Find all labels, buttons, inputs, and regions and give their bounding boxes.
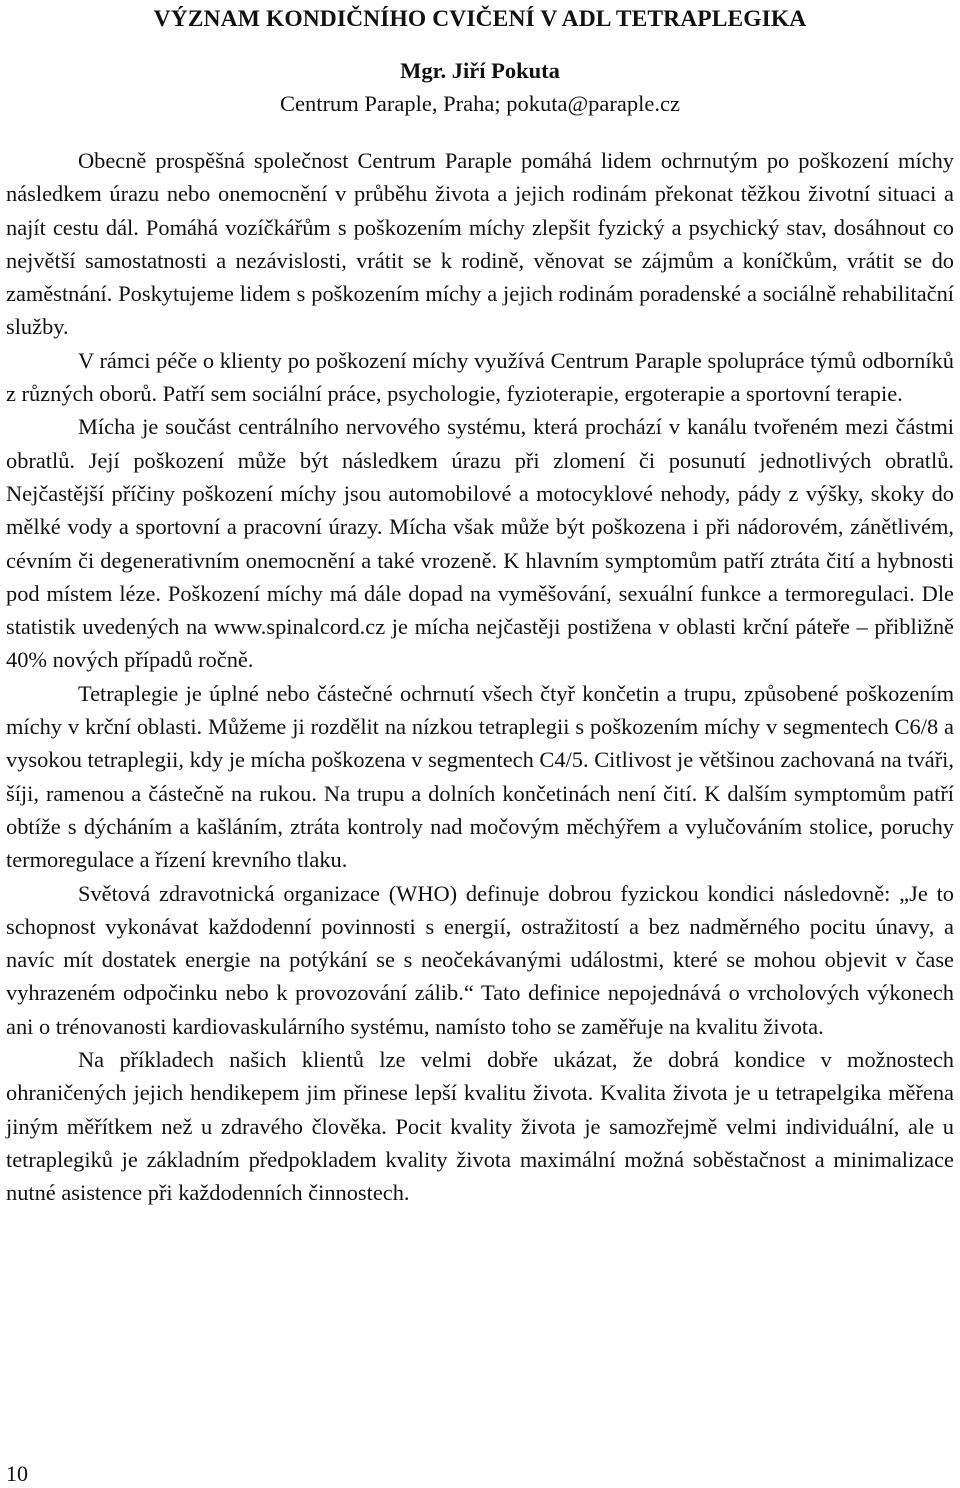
- author-affiliation: Centrum Paraple, Praha; pokuta@paraple.cz: [280, 91, 680, 116]
- author-block: [6, 54, 954, 120]
- paragraph-team: V rámci péče o klienty po poškození míchy využívá Centrum Paraple spolupráce týmů odborníků z různých oborů. Patří sem sociální práce, psychologie, fyzioterapie, ergoterapie a sportovní terapie.: [6, 347, 954, 407]
- page-number: 10: [6, 1461, 28, 1486]
- paragraph-spinal-cord: Mícha je součást centrálního nervového systému, která prochází v kanálu tvořeném mezi částmi obratlů. Její poškození může být následkem úrazu při zlomení či posunutí jednotlivých obratlů. Nejčastější příčiny poškození míchy jsou automobilové a motocyklové nehody, pády z výšky, skoky do mělké vody a sportovní a pracovní úrazy. Mícha však může být poškozena i při nádorovém, zánětlivém, cévním či degenerativním onemocnění a také vrozeně. K hlavním symptomům patří ztráta čití a hybnosti pod místem léze. Poškození míchy má dále dopad na vyměšování, sexuální funkce a termoregulaci. Dle statistik uvedených na www.spinalcord.cz je mícha nejčastěji postižena v oblasti krční páteře – přibližně 40% nových případů ročně.: [6, 414, 954, 673]
- paragraph-tetraplegia: Tetraplegie je úplné nebo částečné ochrnutí všech čtyř končetin a trupu, způsobené poškozením míchy v krční oblasti. Můžeme ji rozdělit na nízkou tetraplegii s poškozením míchy v segmentech C6/8 a vysokou tetraplegii, kdy je mícha poškozena v segmentech C4/5. Citlivost je většinou zachovaná na tváři, šíji, ramenou a částečně na rukou. Na trupu a dolních končetinách není čití. K dalším symptomům patří obtíže s dýcháním a kašláním, ztráta kontroly nad močovým měchýřem a vylučováním stolice, poruchy termoregulace a řízení krevního tlaku.: [6, 680, 954, 873]
- document-title: VÝZNAM KONDIČNÍHO CVIČENÍ V ADL TETRAPLEGIKA: [153, 6, 807, 32]
- paragraph-intro: Obecně prospěšná společnost Centrum Paraple pomáhá lidem ochrnutým po poškození míchy následkem úrazu nebo onemocnění v průběhu života a jejich rodinám překonat těžkou životní situaci a najít cestu dál. Pomáhá vozíčkářům s poškozením míchy zlepšit fyzický a psychický stav, dosáhnout co největší samostatnosti a nezávislosti, vrátit se k rodině, věnovat se zájmům a koníčkům, vrátit se do zaměstnání. Poskytujeme lidem s poškozením míchy a jejich rodinám poradenské a sociálně rehabilitační služby.: [6, 148, 954, 340]
- document-page: [6, 0, 954, 1210]
- paragraph-who-definition: Světová zdravotnická organizace (WHO) definuje dobrou fyzickou kondici následovně: „Je to schopnost vykonávat každodenní povinnosti s energií, ostražitostí a bez nadměrného pocitu únavy, a navíc mít dostatek energie na potýkání se s neočekávanými událostmi, které se mohou objevit v čase vyhrazeném odpočinku nebo k provozování zálib.“ Tato definice nepojednává o vrcholových výkonech ani o trénovanosti kardiovaskulárního systému, namísto toho se zaměřuje na kvalitu života.: [6, 880, 954, 1039]
- paragraph-clients: Na příkladech našich klientů lze velmi dobře ukázat, že dobrá kondice v možnostech ohraničených jejich hendikepem jim přinese lepší kvalitu života. Kvalita života je u tetrapelgika měřena jiným měřítkem než u zdravého člověka. Pocit kvality života je samozřejmě velmi individuální, ale u tetraplegiků je základním předpokladem kvality života maximální možná soběstačnost a minimalizace nutné asistence při každodenních činnostech.: [6, 1047, 954, 1206]
- author-name: Mgr. Jiří Pokuta: [400, 58, 560, 83]
- body-text: [6, 144, 954, 1210]
